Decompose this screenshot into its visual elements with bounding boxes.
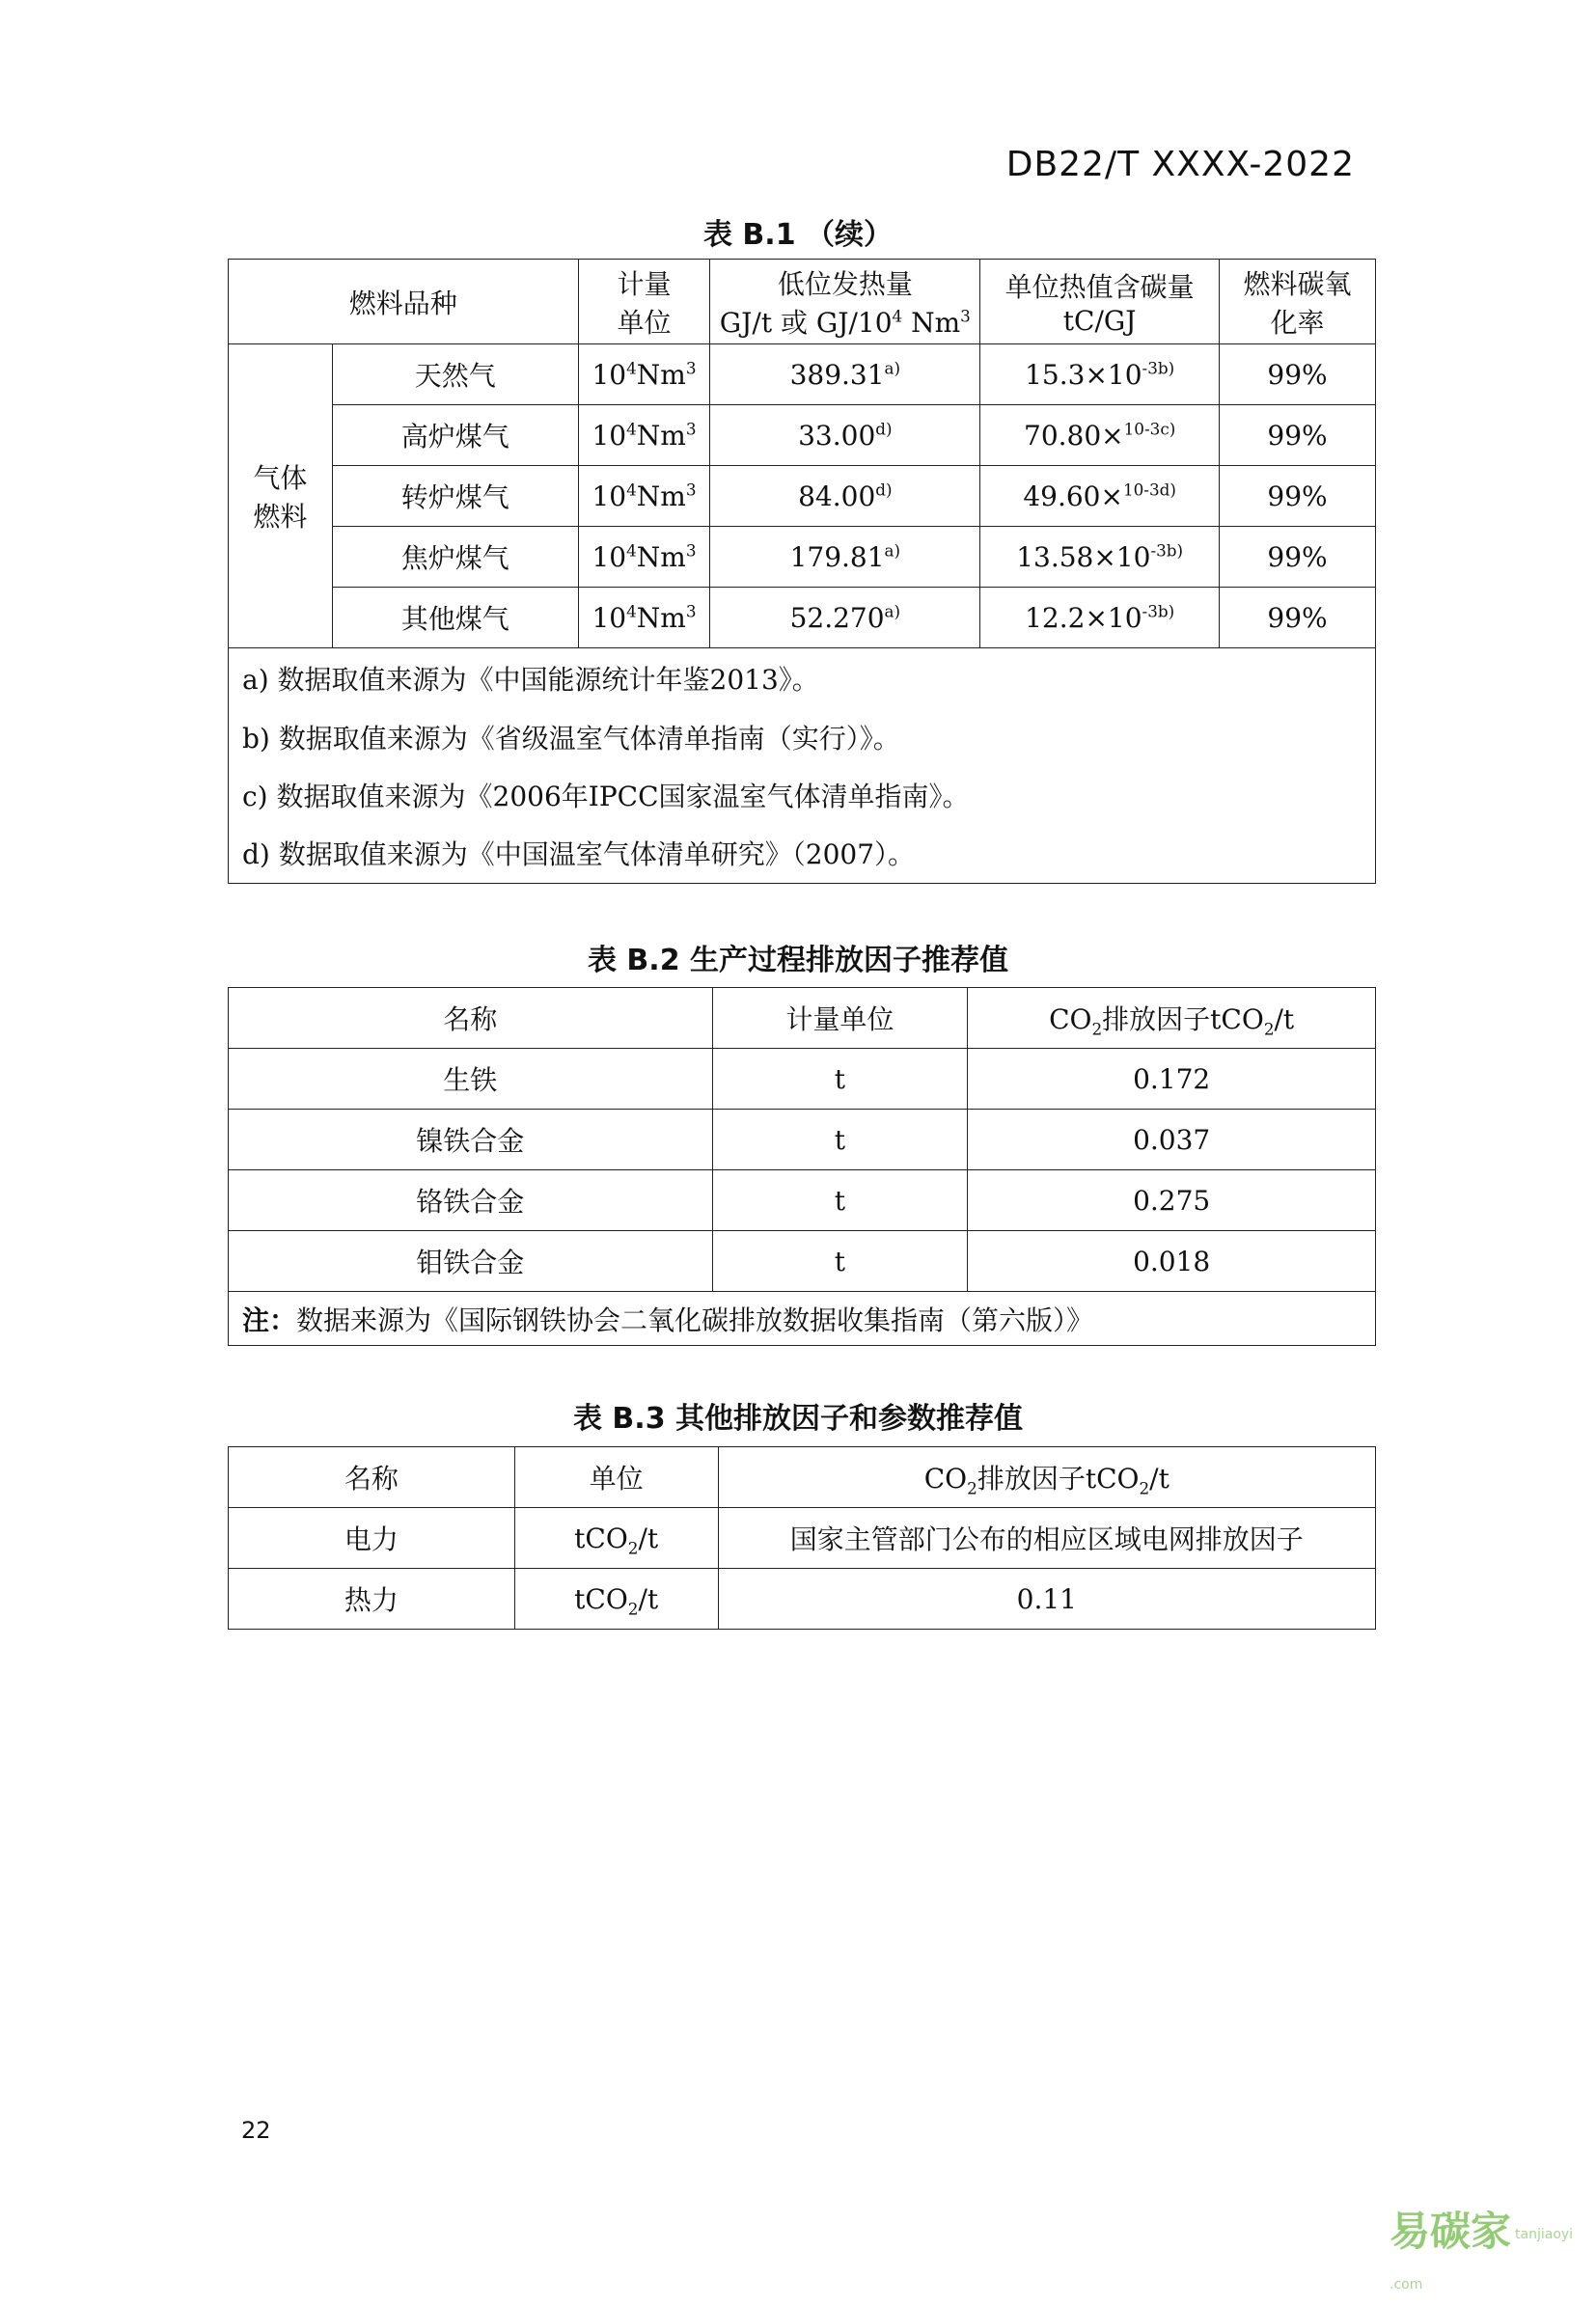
- item-value: 0.172: [968, 1049, 1376, 1110]
- fuel-heat-value: 389.31$^{a)}$: [710, 344, 980, 405]
- document-code: DB22/T XXXX-2022: [1005, 145, 1355, 184]
- table-b3-caption: 表 B.3 其他排放因子和参数推荐值: [572, 1402, 1024, 1436]
- table-b1-header-row: [229, 260, 1376, 344]
- table-note: a) 数据取值来源为《中国能源统计年鉴2013》。: [229, 648, 1376, 708]
- fuel-unit: $10^4Nm^3$: [578, 588, 710, 648]
- table-row: [229, 588, 1376, 648]
- table-b2-caption: 表 B.2 生产过程排放因子推荐值: [587, 944, 1009, 977]
- fuel-carbon-content: $12.2\times 10^{-3b)}$: [980, 588, 1220, 648]
- fuel-heat-value: 52.270$^{a)}$: [710, 588, 980, 648]
- item-value: 国家主管部门公布的相应区域电网排放因子: [718, 1508, 1375, 1569]
- col-header-name: 名称: [229, 988, 713, 1049]
- item-name: 镍铁合金: [229, 1110, 713, 1170]
- table-row: [229, 1231, 1376, 1292]
- fuel-carbon-content: $15.3\times 10^{-3b)}$: [980, 344, 1220, 405]
- fuel-oxidation-rate: 99%: [1220, 588, 1376, 648]
- item-name: 钼铁合金: [229, 1231, 713, 1292]
- fuel-heat-value: 179.81$^{a)}$: [710, 527, 980, 588]
- table-note: 注：数据来源为《国际钢铁协会二氧化碳排放数据收集指南（第六版）》: [229, 1292, 1376, 1346]
- table-note-row: [229, 708, 1376, 766]
- col-header-co2-factor: $CO_2$排放因子tCO$_2$/t: [718, 1447, 1375, 1508]
- table-row: [229, 466, 1376, 527]
- fuel-unit: $10^4Nm^3$: [578, 527, 710, 588]
- table-row: [229, 1170, 1376, 1231]
- col-header-unit: 计量单位: [712, 988, 968, 1049]
- table-b2: [228, 987, 1376, 1346]
- item-name: 铬铁合金: [229, 1170, 713, 1231]
- table-b3: [228, 1446, 1376, 1630]
- item-name: 生铁: [229, 1049, 713, 1110]
- fuel-oxidation-rate: 99%: [1220, 344, 1376, 405]
- table-row: [229, 344, 1376, 405]
- col-header-carbon-content: 单位热值含碳量 tC/GJ: [980, 260, 1220, 344]
- table-note: c) 数据取值来源为《2006年IPCC国家温室气体清单指南》。: [229, 766, 1376, 824]
- table-row: [229, 527, 1376, 588]
- fuel-name: 高炉煤气: [332, 405, 578, 466]
- table-b1: [228, 259, 1376, 884]
- item-unit: t: [712, 1170, 968, 1231]
- col-header-oxidation-rate: 燃料碳氧 化率: [1220, 260, 1376, 344]
- table-note: b) 数据取值来源为《省级温室气体清单指南（实行）》。: [229, 708, 1376, 766]
- table-note-row: [229, 1292, 1376, 1346]
- item-value: 0.037: [968, 1110, 1376, 1170]
- table-row: [229, 1110, 1376, 1170]
- table-b2-header-row: [229, 988, 1376, 1049]
- fuel-oxidation-rate: 99%: [1220, 527, 1376, 588]
- watermark-logo: 易碳家 tanjiaoyi .com: [1390, 2208, 1574, 2292]
- fuel-oxidation-rate: 99%: [1220, 405, 1376, 466]
- item-name: 热力: [229, 1569, 515, 1630]
- fuel-name: 焦炉煤气: [332, 527, 578, 588]
- table-row: [229, 1049, 1376, 1110]
- item-unit: t: [712, 1231, 968, 1292]
- col-header-fuel-type: 燃料品种: [229, 260, 579, 344]
- fuel-name: 转炉煤气: [332, 466, 578, 527]
- fuel-name: 其他煤气: [332, 588, 578, 648]
- table-b3-header-row: [229, 1447, 1376, 1508]
- fuel-carbon-content: $13.58\times 10^{-3b)}$: [980, 527, 1220, 588]
- table-row: [229, 405, 1376, 466]
- fuel-oxidation-rate: 99%: [1220, 466, 1376, 527]
- fuel-carbon-content: 70.80×$^{10-3c)}$: [980, 405, 1220, 466]
- col-header-co2-factor: $CO_2$排放因子tCO$_2$/t: [968, 988, 1376, 1049]
- table-note: d) 数据取值来源为《中国温室气体清单研究》（2007）。: [229, 824, 1376, 884]
- table-row: [229, 1569, 1376, 1630]
- col-header-heat-value: 低位发热量 GJ/t 或 $GJ/10^4$ Nm$^3$: [710, 260, 980, 344]
- item-value: 0.275: [968, 1170, 1376, 1231]
- item-unit: tCO$_2$/t: [514, 1569, 718, 1630]
- item-name: 电力: [229, 1508, 515, 1569]
- fuel-heat-value: 33.00$^{d)}$: [710, 405, 980, 466]
- item-unit: t: [712, 1110, 968, 1170]
- item-unit: tCO$_2$/t: [514, 1508, 718, 1569]
- item-unit: t: [712, 1049, 968, 1110]
- col-header-unit: 单位: [514, 1447, 718, 1508]
- fuel-unit: $10^4Nm^3$: [578, 344, 710, 405]
- fuel-unit: $10^4Nm^3$: [578, 405, 710, 466]
- col-header-unit: 计量 单位: [578, 260, 710, 344]
- page-number: 22: [241, 2117, 271, 2144]
- fuel-carbon-content: 49.60×$^{10-3d)}$: [980, 466, 1220, 527]
- fuel-unit: $10^4Nm^3$: [578, 466, 710, 527]
- fuel-heat-value: 84.00$^{d)}$: [710, 466, 980, 527]
- fuel-name: 天然气: [332, 344, 578, 405]
- table-note-row: [229, 648, 1376, 708]
- table-note-row: [229, 766, 1376, 824]
- item-value: 0.018: [968, 1231, 1376, 1292]
- item-value: 0.11: [718, 1569, 1375, 1630]
- table-row: [229, 1508, 1376, 1569]
- table-b1-caption: 表 B.1 （续）: [702, 218, 894, 252]
- col-header-name: 名称: [229, 1447, 515, 1508]
- group-label-gas-fuel: 气体 燃料: [229, 344, 333, 648]
- table-note-row: [229, 824, 1376, 884]
